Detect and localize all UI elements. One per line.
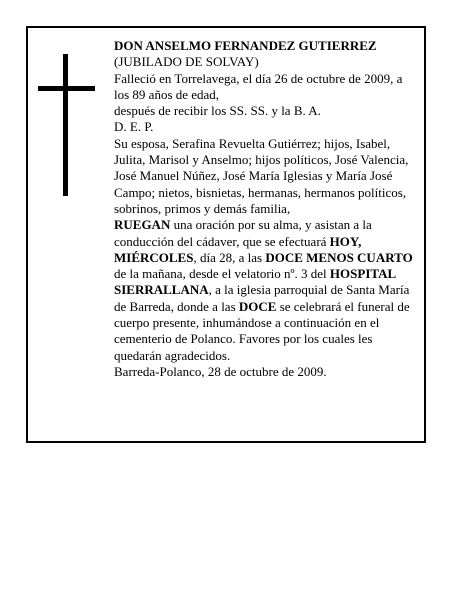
rip-line: D. E. P. xyxy=(114,119,154,135)
death-notice: Falleció en Torrelavega, el día 26 de octubre de 2009, a los 89 años de edad, xyxy=(114,70,403,102)
time-bold: DOCE MENOS CUARTO xyxy=(265,249,413,265)
sacraments-line: después de recibir los SS. SS. y la B. A. xyxy=(114,103,321,119)
when-bold: HOY, MIÉRCOLES xyxy=(114,233,362,265)
cross-icon xyxy=(63,54,68,196)
deceased-name: DON ANSELMO FERNANDEZ GUTIERREZ xyxy=(114,38,377,53)
family-list: Su esposa, Serafina Revuelta Gutiérrez; hijos, Isabel, Julita, Marisol y Anselmo; hijos políticos, José Valencia, José Manuel Núñez, José María Iglesias y María José Campo; nietos, bisnietas, hermanas, hermanos políticos, sobrinos, primos y demás familia, xyxy=(114,135,409,216)
request-bold: RUEGAN xyxy=(114,217,171,233)
request-text-4: , a la iglesia parroquial de Santa María de Barreda, donde a las xyxy=(114,282,410,314)
request-text-2: , día 28, a las xyxy=(193,249,266,265)
request-text-3: de la mañana, desde el velatorio nº. 3 del xyxy=(114,266,330,282)
funeral-time-bold: DOCE xyxy=(238,298,277,314)
deceased-subtitle: (JUBILADO DE SOLVAY) xyxy=(114,54,259,70)
funeral-request xyxy=(114,217,414,364)
cross-icon-bar xyxy=(38,86,95,91)
request-text-5: se celebrará el funeral de cuerpo presente, inhumándose a continuación en el cementerio de Polanco. Favores por los cuales les quedarán agradecidos. xyxy=(114,298,410,363)
closing-line: Barreda-Polanco, 28 de octubre de 2009. xyxy=(114,363,327,379)
place-bold: HOSPITAL SIERRALLANA xyxy=(114,266,396,298)
obituary-text xyxy=(114,38,414,380)
request-text-1: una oración por su alma, y asistan a la conducción del cádaver, que se efectuará xyxy=(114,217,372,249)
